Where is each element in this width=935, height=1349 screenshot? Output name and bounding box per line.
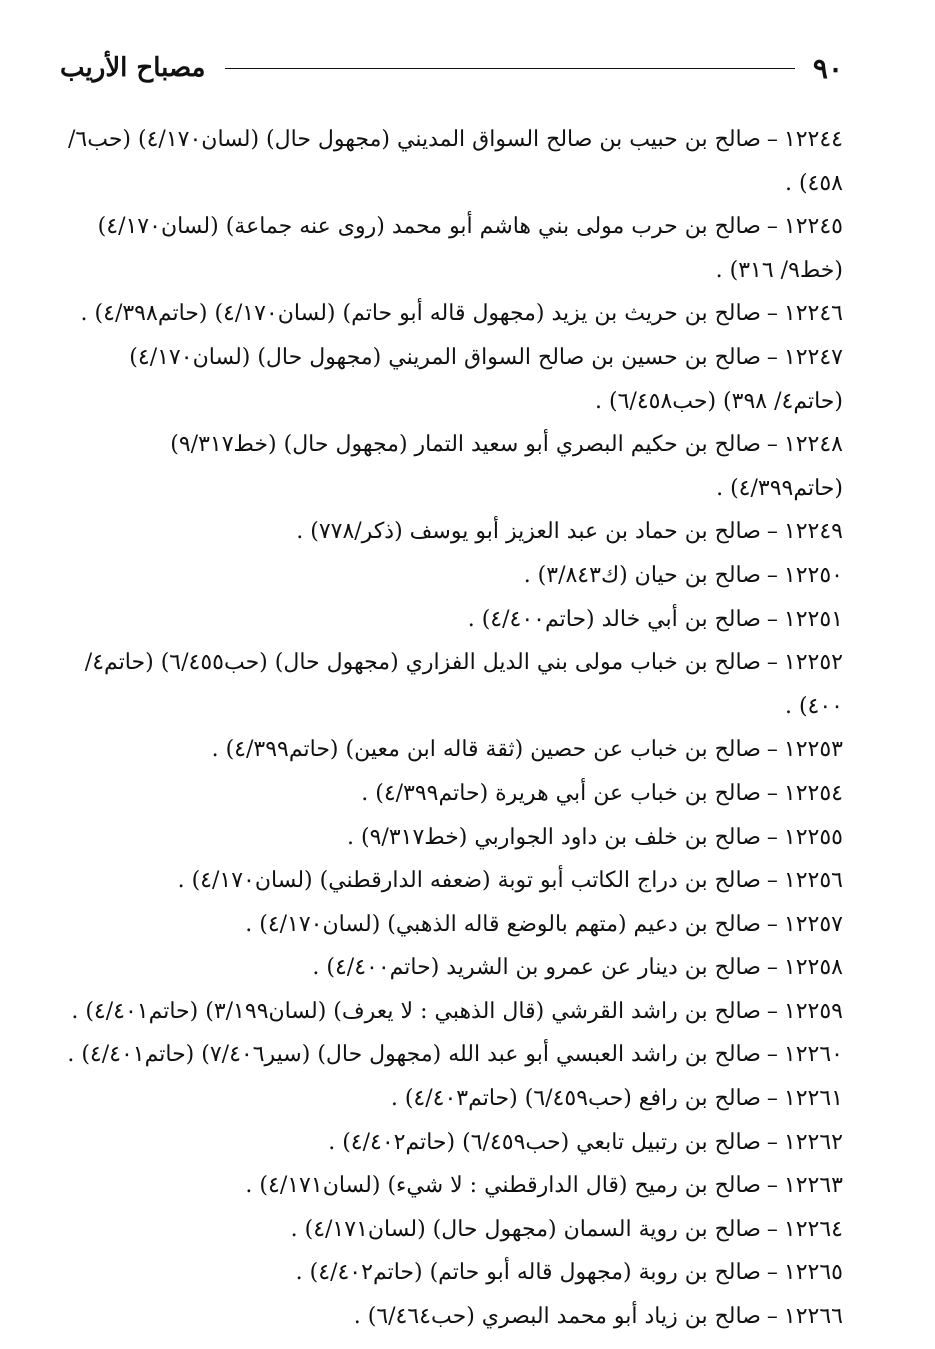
entry-dash: – [766,214,778,240]
entry-dash: – [766,824,778,850]
list-item [60,859,843,903]
entry-number: ١٢٢٦١ [783,1086,843,1112]
entry-dash: – [766,998,778,1024]
entry-text: صالح بن روبة (مجهول قاله أبو حاتم) (حاتم٤/٤٠٢) . [295,1260,761,1286]
entry-dash: – [766,1216,778,1242]
entry-number: ١٢٢٤٩ [783,519,843,545]
list-item [60,728,843,772]
entry-number: ١٢٢٥٣ [783,737,843,763]
entry-dash: – [766,1260,778,1286]
list-item [60,946,843,990]
entry-number: ١٢٢٥٠ [783,562,843,588]
entry-text: صالح بن حماد بن عبد العزيز أبو يوسف (ذكر/٧٧٨) . [296,519,761,545]
entry-dash: – [766,562,778,588]
entry-text: صالح بن خباب عن حصين (ثقة قاله ابن معين) (حاتم٤/٣٩٩) . [211,737,761,763]
list-item [60,772,843,816]
entry-text: صالح بن دينار عن عمرو بن الشريد (حاتم٤/٤٠٠) . [312,955,761,981]
entry-dash: – [766,432,778,458]
entry-dash: – [766,868,778,894]
entry-text: صالح بن حبيب بن صالح السواق المديني (مجهول حال) (لسان٤/١٧٠) (حب٦/ ٤٥٨) . [67,127,843,196]
entry-number: ١٢٢٥٢ [783,650,843,676]
entry-number: ١٢٢٦٣ [783,1173,843,1199]
entry-dash: – [766,606,778,632]
entry-dash: – [766,1173,778,1199]
entry-text: صالح بن خباب عن أبي هريرة (حاتم٤/٣٩٩) . [361,780,761,806]
entry-number: ١٢٢٥٩ [783,998,843,1024]
entry-number: ١٢٢٤٨ [783,432,843,458]
entry-dash: – [766,911,778,937]
entry-text: صالح بن حريث بن يزيد (مجهول قاله أبو حاتم) (لسان٤/١٧٠) (حاتم٤/٣٩٨) . [80,301,761,327]
entry-number: ١٢٢٦٥ [783,1260,843,1286]
entry-number: ١٢٢٦٠ [783,1042,843,1068]
entry-dash: – [766,650,778,676]
entry-dash: – [766,519,778,545]
entry-number: ١٢٢٥٤ [783,780,843,806]
entry-text: صالح بن حيان (ك٣/٨٤٣) . [523,562,761,588]
entry-dash: – [766,127,778,152]
book-title: مصباح الأريب [60,53,206,83]
entry-number: ١٢٢٥٦ [783,868,843,894]
page-number: ٩٠ [812,51,843,85]
entry-list [60,118,843,1339]
entry-text: صالح بن دعيم (متهم بالوضع قاله الذهبي) (لسان٤/١٧٠) . [245,911,761,937]
entry-dash: – [766,780,778,806]
entry-text: صالح بن حكيم البصري أبو سعيد التمار (مجهول حال) (خط٩/٣١٧) (حاتم٤/٣٩٩) . [170,432,843,501]
list-item [60,598,843,642]
entry-dash: – [766,344,778,370]
list-item [60,1164,843,1208]
entry-number: ١٢٢٤٥ [783,214,843,240]
entry-dash: – [766,737,778,763]
list-item [60,292,843,336]
list-item [60,1033,843,1077]
entry-number: ١٢٢٥٥ [783,824,843,850]
entry-number: ١٢٢٤٧ [783,344,843,370]
entry-text: صالح بن روية السمان (مجهول حال) (لسان٤/١٧١) . [290,1216,761,1242]
entry-dash: – [766,1304,778,1330]
entry-number: ١٢٢٦٦ [783,1304,843,1330]
entry-number: ١٢٢٦٤ [783,1216,843,1242]
entry-text: صالح بن رميح (قال الدارقطني : لا شيء) (لسان٤/١٧١) . [245,1173,761,1199]
list-item [60,990,843,1034]
entry-text: صالح بن خلف بن داود الجواربي (خط٩/٣١٧) . [347,824,761,850]
list-item [60,903,843,947]
list-item [60,1295,843,1339]
entry-text: صالح بن أبي خالد (حاتم٤/٤٠٠) . [467,606,761,632]
entry-text: صالح بن دراج الكاتب أبو توبة (ضعفه الدارقطني) (لسان٤/١٧٠) . [177,868,761,894]
entry-text: صالح بن خباب مولى بني الديل الفزاري (مجهول حال) (حب٦/٤٥٥) (حاتم٤/ ٤٠٠) . [84,650,843,719]
list-item [60,554,843,598]
header-rule [225,68,794,69]
entry-number: ١٢٢٤٦ [783,301,843,327]
list-item [60,816,843,860]
entry-text: صالح بن زياد أبو محمد البصري (حب٦/٤٦٤) . [353,1304,761,1330]
list-item [60,641,843,728]
entry-dash: – [766,955,778,981]
entry-number: ١٢٢٥٨ [783,955,843,981]
entry-number: ١٢٢٤٤ [783,127,843,152]
list-item [60,205,843,292]
entry-text: صالح بن حرب مولى بني هاشم أبو محمد (روى عنه جماعة) (لسان٤/١٧٠) (خط٩/ ٣١٦) . [97,214,843,283]
entry-number: ١٢٢٥٧ [783,911,843,937]
list-item [60,1077,843,1121]
list-item [60,1121,843,1165]
entry-number: ١٢٢٦٢ [783,1129,843,1155]
entry-text: صالح بن راشد العبسي أبو عبد الله (مجهول حال) (سير٧/٤٠٦) (حاتم٤/٤٠١) . [67,1042,761,1068]
list-item [60,510,843,554]
entry-dash: – [766,1086,778,1112]
entry-text: صالح بن رافع (حب٦/٤٥٩) (حاتم٤/٤٠٣) . [390,1086,761,1112]
list-item [60,1251,843,1295]
list-item [60,1208,843,1252]
page-header [60,48,843,88]
entry-dash: – [766,1042,778,1068]
entry-number: ١٢٢٥١ [783,606,843,632]
list-item [60,336,843,423]
list-item [60,423,843,510]
entry-dash: – [766,301,778,327]
list-item [60,118,843,205]
entry-text: صالح بن رتبيل تابعي (حب٦/٤٥٩) (حاتم٤/٤٠٢) . [328,1129,761,1155]
entry-text: صالح بن راشد القرشي (قال الذهبي : لا يعرف) (لسان٣/١٩٩) (حاتم٤/٤٠١) . [71,998,761,1024]
entry-dash: – [766,1129,778,1155]
entry-text: صالح بن حسين بن صالح السواق المريني (مجهول حال) (لسان٤/١٧٠) (حاتم٤/ ٣٩٨) (حب٦/٤٥٨) . [129,344,843,414]
